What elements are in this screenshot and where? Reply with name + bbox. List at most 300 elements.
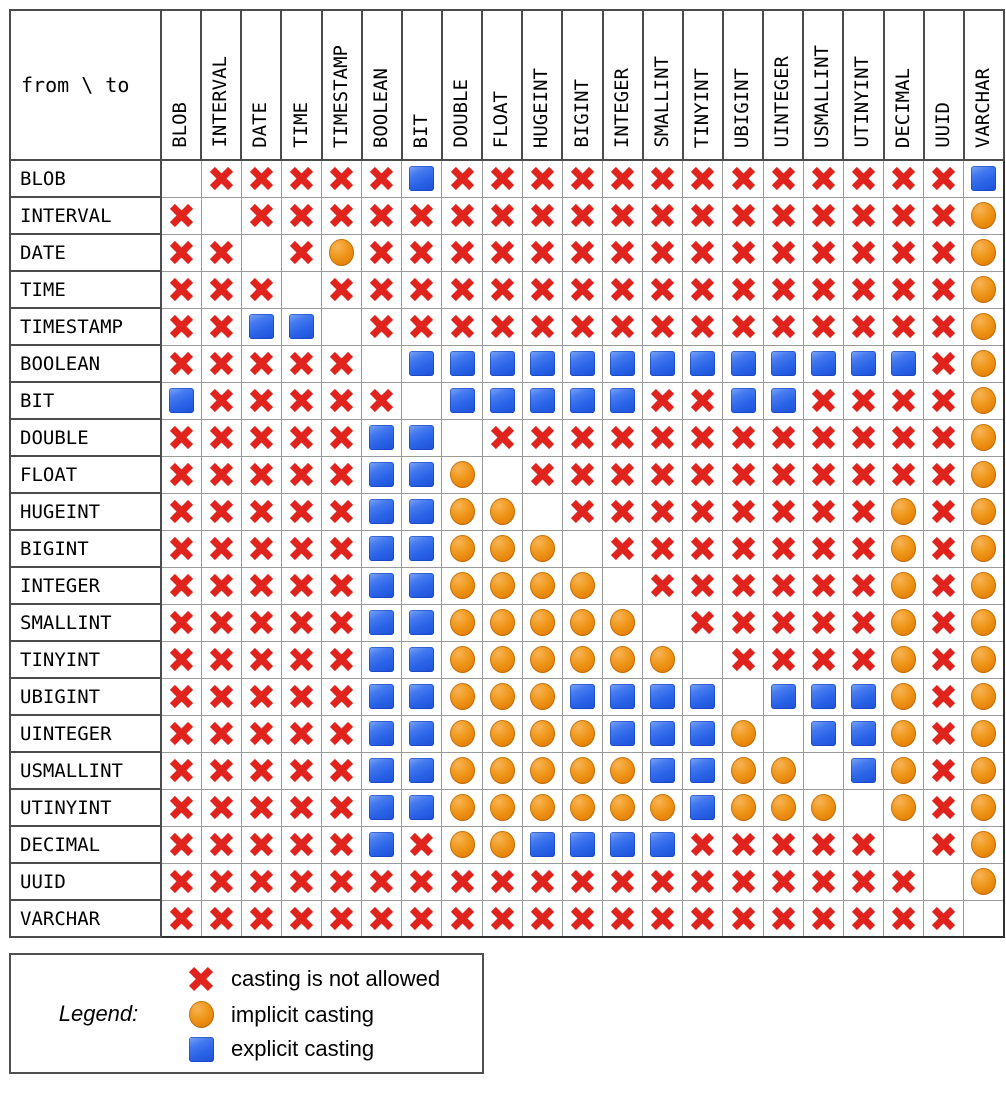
row-header-time: TIME xyxy=(10,271,161,308)
matrix-cell-ubigint-to-smallint xyxy=(643,678,683,715)
explicit-cast-icon xyxy=(369,758,394,783)
matrix-cell-boolean-to-uuid xyxy=(924,345,964,382)
matrix-cell-uinteger-to-usmallint xyxy=(803,715,843,752)
matrix-cell-hugeint-to-date xyxy=(241,493,281,530)
matrix-cell-blob-to-ubigint xyxy=(723,160,763,197)
matrix-cell-integer-to-tinyint xyxy=(683,567,723,604)
not-allowed-icon xyxy=(850,165,877,192)
matrix-cell-bigint-to-decimal xyxy=(884,530,924,567)
not-allowed-icon xyxy=(208,461,235,488)
not-allowed-icon xyxy=(689,165,716,192)
not-allowed-icon xyxy=(529,461,556,488)
matrix-cell-bigint-to-float xyxy=(482,530,522,567)
matrix-cell-blob-to-hugeint xyxy=(522,160,562,197)
implicit-cast-icon xyxy=(771,794,796,821)
matrix-cell-decimal-to-varchar xyxy=(964,826,1004,863)
matrix-cell-tinyint-to-bigint xyxy=(562,641,602,678)
matrix-cell-float-to-ubigint xyxy=(723,456,763,493)
not-allowed-icon xyxy=(168,424,195,451)
matrix-cell-uinteger-to-timestamp xyxy=(322,715,362,752)
col-header-label: TIMESTAMP xyxy=(329,45,352,148)
not-allowed-icon xyxy=(208,424,235,451)
matrix-cell-uuid-to-utinyint xyxy=(843,863,883,900)
implicit-cast-icon xyxy=(891,683,916,710)
implicit-cast-icon xyxy=(450,535,475,562)
matrix-cell-decimal-to-date xyxy=(241,826,281,863)
matrix-cell-uuid-to-time xyxy=(281,863,321,900)
matrix-cell-bigint-to-timestamp xyxy=(322,530,362,567)
matrix-cell-date-to-ubigint xyxy=(723,234,763,271)
explicit-cast-icon xyxy=(369,795,394,820)
not-allowed-icon xyxy=(930,905,957,932)
matrix-cell-timestamp-to-smallint xyxy=(643,308,683,345)
not-allowed-icon xyxy=(850,831,877,858)
matrix-cell-double-to-bigint xyxy=(562,419,602,456)
matrix-cell-timestamp-to-date xyxy=(241,308,281,345)
matrix-cell-uuid-to-hugeint xyxy=(522,863,562,900)
matrix-cell-uuid-to-varchar xyxy=(964,863,1004,900)
matrix-cell-uinteger-to-blob xyxy=(161,715,201,752)
not-allowed-icon xyxy=(890,387,917,414)
matrix-cell-ubigint-to-varchar xyxy=(964,678,1004,715)
not-allowed-icon xyxy=(609,202,636,229)
legend-title: Legend: xyxy=(58,1000,139,1026)
matrix-cell-tinyint-to-bit xyxy=(402,641,442,678)
not-allowed-icon xyxy=(609,313,636,340)
matrix-cell-varchar-to-bigint xyxy=(562,900,602,937)
matrix-cell-bigint-to-date xyxy=(241,530,281,567)
matrix-cell-smallint-to-varchar xyxy=(964,604,1004,641)
matrix-cell-tinyint-to-usmallint xyxy=(803,641,843,678)
not-allowed-icon xyxy=(850,461,877,488)
not-allowed-icon xyxy=(168,276,195,303)
matrix-cell-hugeint-to-blob xyxy=(161,493,201,530)
not-allowed-icon xyxy=(689,831,716,858)
not-allowed-icon xyxy=(248,572,275,599)
matrix-cell-time-to-bigint xyxy=(562,271,602,308)
matrix-cell-date-to-float xyxy=(482,234,522,271)
matrix-cell-timestamp-to-timestamp xyxy=(322,308,362,345)
matrix-cell-uinteger-to-decimal xyxy=(884,715,924,752)
matrix-cell-utinyint-to-integer xyxy=(603,789,643,826)
not-allowed-icon xyxy=(168,350,195,377)
matrix-cell-smallint-to-uuid xyxy=(924,604,964,641)
row-header-double: DOUBLE xyxy=(10,419,161,456)
not-allowed-icon xyxy=(810,868,837,895)
matrix-cell-ubigint-to-date xyxy=(241,678,281,715)
matrix-cell-decimal-to-bit xyxy=(402,826,442,863)
not-allowed-icon xyxy=(328,424,355,451)
matrix-cell-varchar-to-tinyint xyxy=(683,900,723,937)
matrix-cell-boolean-to-decimal xyxy=(884,345,924,382)
matrix-cell-usmallint-to-smallint xyxy=(643,752,683,789)
not-allowed-icon xyxy=(850,387,877,414)
matrix-cell-time-to-float xyxy=(482,271,522,308)
row-header-utinyint: UTINYINT xyxy=(10,789,161,826)
matrix-cell-tinyint-to-ubigint xyxy=(723,641,763,678)
matrix-cell-bigint-to-hugeint xyxy=(522,530,562,567)
matrix-cell-varchar-to-uinteger xyxy=(763,900,803,937)
matrix-cell-bit-to-float xyxy=(482,382,522,419)
legend-box xyxy=(9,953,484,1074)
not-allowed-icon xyxy=(890,202,917,229)
matrix-cell-float-to-smallint xyxy=(643,456,683,493)
col-header-time xyxy=(281,10,321,160)
explicit-cast-icon xyxy=(610,388,635,413)
not-allowed-icon xyxy=(730,498,757,525)
col-header-label: UTINYINT xyxy=(851,56,874,148)
not-allowed-icon xyxy=(328,350,355,377)
matrix-cell-decimal-to-integer xyxy=(603,826,643,863)
matrix-cell-blob-to-usmallint xyxy=(803,160,843,197)
matrix-cell-timestamp-to-bigint xyxy=(562,308,602,345)
matrix-cell-float-to-date xyxy=(241,456,281,493)
matrix-cell-uinteger-to-boolean xyxy=(362,715,402,752)
not-allowed-icon xyxy=(649,498,676,525)
matrix-cell-integer-to-time xyxy=(281,567,321,604)
matrix-cell-bit-to-integer xyxy=(603,382,643,419)
not-allowed-icon xyxy=(609,424,636,451)
not-allowed-icon xyxy=(208,905,235,932)
matrix-cell-uinteger-to-time xyxy=(281,715,321,752)
not-allowed-icon xyxy=(930,424,957,451)
matrix-cell-bigint-to-varchar xyxy=(964,530,1004,567)
col-header-decimal xyxy=(884,10,924,160)
not-allowed-icon xyxy=(609,165,636,192)
not-allowed-icon xyxy=(368,202,395,229)
matrix-cell-time-to-utinyint xyxy=(843,271,883,308)
not-allowed-icon xyxy=(770,276,797,303)
matrix-cell-varchar-to-blob xyxy=(161,900,201,937)
matrix-cell-utinyint-to-hugeint xyxy=(522,789,562,826)
matrix-cell-interval-to-hugeint xyxy=(522,197,562,234)
matrix-cell-utinyint-to-interval xyxy=(201,789,241,826)
matrix-cell-usmallint-to-bit xyxy=(402,752,442,789)
matrix-cell-boolean-to-boolean xyxy=(362,345,402,382)
explicit-cast-icon xyxy=(610,832,635,857)
matrix-cell-date-to-integer xyxy=(603,234,643,271)
matrix-cell-bigint-to-time xyxy=(281,530,321,567)
not-allowed-icon xyxy=(810,313,837,340)
explicit-cast-icon xyxy=(570,388,595,413)
row-header-decimal: DECIMAL xyxy=(10,826,161,863)
row-header-float: FLOAT xyxy=(10,456,161,493)
not-allowed-icon xyxy=(328,794,355,821)
not-allowed-icon xyxy=(168,868,195,895)
matrix-cell-time-to-ubigint xyxy=(723,271,763,308)
not-allowed-icon xyxy=(930,202,957,229)
matrix-cell-utinyint-to-bit xyxy=(402,789,442,826)
matrix-cell-tinyint-to-blob xyxy=(161,641,201,678)
not-allowed-icon xyxy=(208,831,235,858)
table-row xyxy=(10,234,1004,271)
matrix-cell-hugeint-to-tinyint xyxy=(683,493,723,530)
not-allowed-icon xyxy=(288,868,315,895)
not-allowed-icon xyxy=(168,609,195,636)
matrix-cell-interval-to-utinyint xyxy=(843,197,883,234)
not-allowed-icon xyxy=(529,239,556,266)
matrix-cell-double-to-decimal xyxy=(884,419,924,456)
implicit-cast-icon xyxy=(530,535,555,562)
not-allowed-icon xyxy=(168,202,195,229)
implicit-cast-icon xyxy=(450,498,475,525)
matrix-cell-boolean-to-blob xyxy=(161,345,201,382)
not-allowed-icon xyxy=(649,276,676,303)
not-allowed-icon xyxy=(187,965,215,993)
not-allowed-icon xyxy=(930,165,957,192)
legend-item-label: casting is not allowed xyxy=(231,966,441,991)
row-header-uinteger: UINTEGER xyxy=(10,715,161,752)
matrix-cell-boolean-to-utinyint xyxy=(843,345,883,382)
matrix-cell-decimal-to-timestamp xyxy=(322,826,362,863)
not-allowed-icon xyxy=(569,276,596,303)
matrix-cell-bit-to-hugeint xyxy=(522,382,562,419)
matrix-cell-time-to-varchar xyxy=(964,271,1004,308)
not-allowed-icon xyxy=(288,202,315,229)
col-header-date xyxy=(241,10,281,160)
explicit-cast-icon xyxy=(650,832,675,857)
not-allowed-icon xyxy=(328,683,355,710)
matrix-cell-time-to-timestamp xyxy=(322,271,362,308)
matrix-cell-varchar-to-time xyxy=(281,900,321,937)
implicit-cast-icon xyxy=(771,757,796,784)
not-allowed-icon xyxy=(449,313,476,340)
matrix-cell-utinyint-to-varchar xyxy=(964,789,1004,826)
matrix-cell-integer-to-double xyxy=(442,567,482,604)
not-allowed-icon xyxy=(609,535,636,562)
matrix-cell-uuid-to-double xyxy=(442,863,482,900)
matrix-cell-float-to-blob xyxy=(161,456,201,493)
col-header-label: INTERVAL xyxy=(209,56,232,148)
matrix-cell-float-to-bit xyxy=(402,456,442,493)
not-allowed-icon xyxy=(328,276,355,303)
matrix-cell-double-to-uuid xyxy=(924,419,964,456)
explicit-cast-icon xyxy=(369,462,394,487)
header-row xyxy=(10,10,1004,160)
matrix-cell-float-to-double xyxy=(442,456,482,493)
col-header-label: DECIMAL xyxy=(891,67,914,148)
matrix-cell-ubigint-to-hugeint xyxy=(522,678,562,715)
legend-items xyxy=(186,955,440,1072)
matrix-cell-smallint-to-timestamp xyxy=(322,604,362,641)
matrix-cell-interval-to-interval xyxy=(201,197,241,234)
explicit-cast-icon xyxy=(690,684,715,709)
not-allowed-icon xyxy=(689,424,716,451)
not-allowed-icon xyxy=(328,572,355,599)
not-allowed-icon xyxy=(850,868,877,895)
matrix-cell-smallint-to-bit xyxy=(402,604,442,641)
matrix-cell-time-to-uuid xyxy=(924,271,964,308)
matrix-cell-ubigint-to-decimal xyxy=(884,678,924,715)
matrix-cell-bigint-to-integer xyxy=(603,530,643,567)
matrix-cell-bit-to-bigint xyxy=(562,382,602,419)
matrix-cell-bigint-to-uuid xyxy=(924,530,964,567)
not-allowed-icon xyxy=(810,572,837,599)
implicit-cast-icon xyxy=(971,239,996,266)
matrix-cell-blob-to-tinyint xyxy=(683,160,723,197)
matrix-cell-blob-to-blob xyxy=(161,160,201,197)
matrix-cell-bit-to-timestamp xyxy=(322,382,362,419)
not-allowed-icon xyxy=(288,387,315,414)
not-allowed-icon xyxy=(168,905,195,932)
matrix-cell-uinteger-to-interval xyxy=(201,715,241,752)
matrix-cell-integer-to-bit xyxy=(402,567,442,604)
not-allowed-icon xyxy=(649,905,676,932)
matrix-cell-decimal-to-double xyxy=(442,826,482,863)
matrix-cell-decimal-to-uinteger xyxy=(763,826,803,863)
matrix-cell-hugeint-to-bigint xyxy=(562,493,602,530)
matrix-cell-usmallint-to-time xyxy=(281,752,321,789)
matrix-cell-ubigint-to-integer xyxy=(603,678,643,715)
matrix-cell-varchar-to-date xyxy=(241,900,281,937)
not-allowed-icon xyxy=(529,313,556,340)
matrix-cell-tinyint-to-uuid xyxy=(924,641,964,678)
matrix-cell-float-to-utinyint xyxy=(843,456,883,493)
matrix-cell-blob-to-timestamp xyxy=(322,160,362,197)
matrix-cell-timestamp-to-hugeint xyxy=(522,308,562,345)
implicit-cast-icon xyxy=(490,646,515,673)
not-allowed-icon xyxy=(930,646,957,673)
matrix-cell-hugeint-to-uinteger xyxy=(763,493,803,530)
matrix-cell-bit-to-smallint xyxy=(643,382,683,419)
matrix-cell-date-to-time xyxy=(281,234,321,271)
not-allowed-icon xyxy=(489,313,516,340)
matrix-cell-timestamp-to-integer xyxy=(603,308,643,345)
matrix-cell-timestamp-to-interval xyxy=(201,308,241,345)
implicit-cast-icon xyxy=(971,646,996,673)
not-allowed-icon xyxy=(930,350,957,377)
explicit-cast-icon xyxy=(490,388,515,413)
matrix-cell-smallint-to-hugeint xyxy=(522,604,562,641)
not-allowed-icon xyxy=(770,239,797,266)
matrix-cell-tinyint-to-timestamp xyxy=(322,641,362,678)
implicit-cast-icon xyxy=(971,757,996,784)
not-allowed-icon xyxy=(810,498,837,525)
matrix-cell-blob-to-boolean xyxy=(362,160,402,197)
matrix-cell-tinyint-to-boolean xyxy=(362,641,402,678)
not-allowed-icon xyxy=(649,572,676,599)
not-allowed-icon xyxy=(649,461,676,488)
not-allowed-icon xyxy=(489,165,516,192)
not-allowed-icon xyxy=(730,572,757,599)
explicit-cast-icon xyxy=(690,351,715,376)
matrix-cell-bigint-to-ubigint xyxy=(723,530,763,567)
not-allowed-icon xyxy=(649,868,676,895)
matrix-cell-time-to-double xyxy=(442,271,482,308)
implicit-cast-icon xyxy=(490,757,515,784)
not-allowed-icon xyxy=(689,572,716,599)
matrix-cell-double-to-ubigint xyxy=(723,419,763,456)
matrix-cell-tinyint-to-time xyxy=(281,641,321,678)
row-header-integer: INTEGER xyxy=(10,567,161,604)
not-allowed-icon xyxy=(489,239,516,266)
matrix-cell-bit-to-double xyxy=(442,382,482,419)
explicit-cast-icon xyxy=(490,351,515,376)
not-allowed-icon xyxy=(208,387,235,414)
not-allowed-icon xyxy=(770,646,797,673)
table-row xyxy=(10,715,1004,752)
matrix-cell-bit-to-decimal xyxy=(884,382,924,419)
not-allowed-icon xyxy=(208,609,235,636)
not-allowed-icon xyxy=(850,572,877,599)
matrix-cell-double-to-varchar xyxy=(964,419,1004,456)
matrix-cell-usmallint-to-blob xyxy=(161,752,201,789)
matrix-cell-interval-to-varchar xyxy=(964,197,1004,234)
matrix-cell-blob-to-interval xyxy=(201,160,241,197)
matrix-cell-time-to-decimal xyxy=(884,271,924,308)
matrix-cell-boolean-to-uinteger xyxy=(763,345,803,382)
not-allowed-icon xyxy=(208,646,235,673)
not-allowed-icon xyxy=(770,424,797,451)
matrix-cell-boolean-to-float xyxy=(482,345,522,382)
table-row xyxy=(10,345,1004,382)
not-allowed-icon xyxy=(248,609,275,636)
explicit-cast-icon xyxy=(610,721,635,746)
col-header-label: USMALLINT xyxy=(811,45,834,148)
not-allowed-icon xyxy=(930,609,957,636)
explicit-cast-icon xyxy=(369,832,394,857)
implicit-cast-icon xyxy=(450,757,475,784)
matrix-cell-boolean-to-smallint xyxy=(643,345,683,382)
matrix-cell-date-to-boolean xyxy=(362,234,402,271)
not-allowed-icon xyxy=(770,313,797,340)
not-allowed-icon xyxy=(328,646,355,673)
matrix-cell-time-to-time xyxy=(281,271,321,308)
matrix-cell-date-to-utinyint xyxy=(843,234,883,271)
row-header-interval: INTERVAL xyxy=(10,197,161,234)
matrix-cell-tinyint-to-smallint xyxy=(643,641,683,678)
explicit-cast-icon xyxy=(570,684,595,709)
explicit-cast-icon xyxy=(409,795,434,820)
not-allowed-icon xyxy=(930,461,957,488)
matrix-cell-bigint-to-interval xyxy=(201,530,241,567)
not-allowed-icon xyxy=(569,313,596,340)
not-allowed-icon xyxy=(609,905,636,932)
matrix-cell-interval-to-time xyxy=(281,197,321,234)
not-allowed-icon xyxy=(930,535,957,562)
matrix-cell-date-to-decimal xyxy=(884,234,924,271)
implicit-cast-icon xyxy=(570,609,595,636)
row-header-usmallint: USMALLINT xyxy=(10,752,161,789)
not-allowed-icon xyxy=(288,720,315,747)
matrix-cell-ubigint-to-float xyxy=(482,678,522,715)
explicit-cast-icon xyxy=(690,758,715,783)
matrix-cell-integer-to-bigint xyxy=(562,567,602,604)
matrix-cell-time-to-tinyint xyxy=(683,271,723,308)
explicit-cast-icon xyxy=(409,536,434,561)
matrix-cell-float-to-bigint xyxy=(562,456,602,493)
not-allowed-icon xyxy=(368,313,395,340)
explicit-cast-icon xyxy=(369,573,394,598)
not-allowed-icon xyxy=(890,424,917,451)
explicit-cast-icon xyxy=(369,536,394,561)
matrix-cell-tinyint-to-double xyxy=(442,641,482,678)
not-allowed-icon xyxy=(288,757,315,784)
implicit-cast-icon xyxy=(811,794,836,821)
not-allowed-icon xyxy=(850,202,877,229)
matrix-cell-boolean-to-time xyxy=(281,345,321,382)
matrix-cell-time-to-uinteger xyxy=(763,271,803,308)
matrix-cell-double-to-float xyxy=(482,419,522,456)
matrix-cell-smallint-to-tinyint xyxy=(683,604,723,641)
not-allowed-icon xyxy=(689,461,716,488)
matrix-cell-varchar-to-timestamp xyxy=(322,900,362,937)
matrix-cell-decimal-to-interval xyxy=(201,826,241,863)
explicit-cast-icon xyxy=(409,721,434,746)
col-header-integer xyxy=(603,10,643,160)
not-allowed-icon xyxy=(208,868,235,895)
not-allowed-icon xyxy=(930,387,957,414)
